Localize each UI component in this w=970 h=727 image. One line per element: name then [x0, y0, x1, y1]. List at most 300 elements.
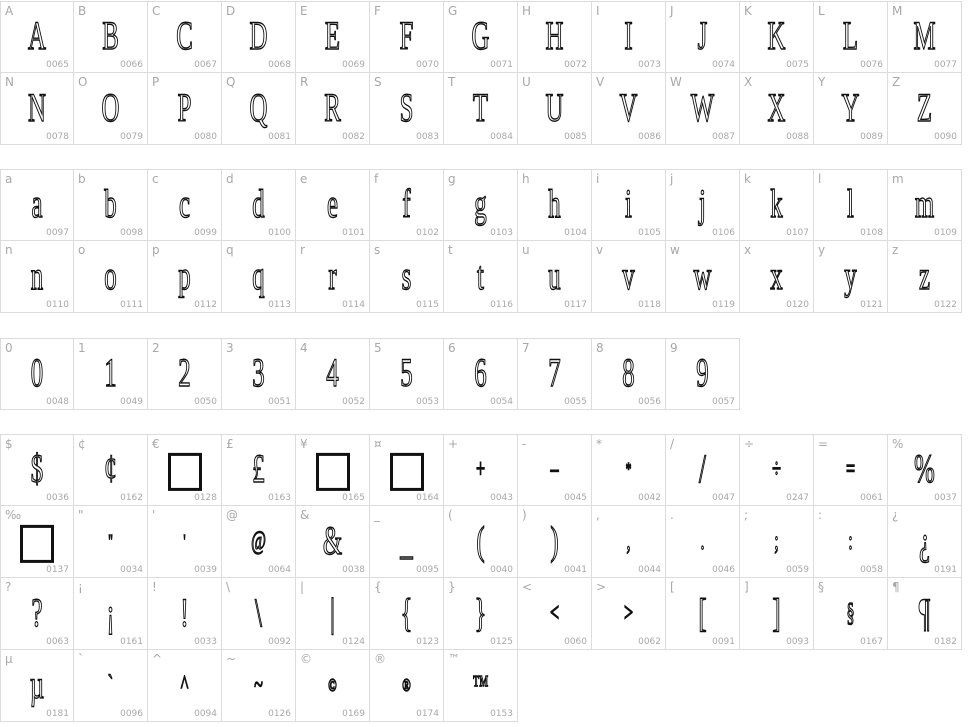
- glyph-cell[interactable]: [296, 241, 370, 313]
- glyph-preview: J: [697, 13, 708, 58]
- glyph-cell[interactable]: [370, 338, 444, 410]
- glyph-label: N: [5, 75, 14, 89]
- glyph-label: Z: [892, 75, 901, 89]
- glyph-label: p: [152, 243, 160, 257]
- glyph-code: 0111: [120, 300, 143, 310]
- glyph-preview: k: [770, 181, 783, 226]
- glyph-preview: l: [847, 181, 854, 226]
- glyph-preview: <: [549, 597, 560, 627]
- glyph-cell[interactable]: [222, 338, 296, 410]
- glyph-code: 0109: [934, 228, 957, 238]
- glyph-cell[interactable]: [148, 650, 222, 722]
- glyph-code: 0162: [120, 493, 143, 503]
- glyph-preview: .: [700, 525, 705, 555]
- glyph-label: 7: [522, 341, 530, 355]
- glyph-label: K: [744, 4, 752, 18]
- glyph-cell[interactable]: [74, 1, 148, 73]
- glyph-code: 0067: [194, 60, 217, 70]
- glyph-cell[interactable]: [444, 73, 518, 145]
- glyph-preview: f: [402, 181, 411, 226]
- glyph-code: 0049: [120, 397, 143, 407]
- glyph-code: 0071: [490, 60, 513, 70]
- glyph-cell[interactable]: [814, 578, 888, 650]
- glyph-cell[interactable]: [592, 338, 666, 410]
- glyph-preview: e: [326, 181, 339, 226]
- glyph-cell[interactable]: [444, 1, 518, 73]
- glyph-label: |: [300, 580, 305, 594]
- glyph-code: 0078: [46, 132, 69, 142]
- glyph-cell[interactable]: [592, 578, 666, 650]
- glyph-cell[interactable]: [592, 73, 666, 145]
- glyph-label: d: [226, 172, 234, 186]
- glyph-preview: ]: [772, 589, 781, 635]
- glyph-cell[interactable]: [444, 578, 518, 650]
- glyph-preview: §: [846, 597, 855, 627]
- glyph-label: ;: [744, 508, 749, 522]
- glyph-cell[interactable]: [814, 1, 888, 73]
- glyph-label: t: [448, 243, 453, 257]
- glyph-code: 0101: [342, 228, 365, 238]
- glyph-cell[interactable]: [296, 73, 370, 145]
- glyph-cell[interactable]: [666, 73, 740, 145]
- glyph-cell[interactable]: [222, 578, 296, 650]
- glyph-cell[interactable]: [666, 169, 740, 241]
- glyph-preview: p: [178, 252, 191, 298]
- glyph-cell[interactable]: [0, 650, 74, 722]
- glyph-cell[interactable]: [370, 506, 444, 578]
- glyph-cell[interactable]: [370, 241, 444, 313]
- uppercase-section: [0, 1, 962, 145]
- glyph-code: 0107: [786, 228, 809, 238]
- glyph-cell[interactable]: [888, 506, 962, 578]
- glyph-cell[interactable]: [518, 241, 592, 313]
- glyph-preview: x: [770, 252, 783, 298]
- glyph-code: 0075: [786, 60, 809, 70]
- glyph-cell[interactable]: [296, 434, 370, 506]
- glyph-code: 0165: [342, 493, 365, 503]
- glyph-cell[interactable]: [888, 73, 962, 145]
- glyph-cell[interactable]: [592, 434, 666, 506]
- glyph-label: ?: [5, 580, 12, 594]
- glyph-cell[interactable]: [148, 506, 222, 578]
- glyph-cell[interactable]: [148, 241, 222, 313]
- glyph-label: ]: [744, 580, 749, 594]
- glyph-preview: !: [180, 589, 189, 635]
- glyph-label: ": [78, 508, 84, 522]
- glyph-preview: q: [252, 252, 265, 298]
- glyph-label: ©: [300, 652, 312, 666]
- glyph-label: .: [670, 508, 674, 522]
- glyph-label: v: [596, 243, 604, 257]
- glyph-code: 0074: [712, 60, 735, 70]
- glyph-preview: F: [399, 13, 414, 58]
- glyph-code: 0089: [860, 132, 883, 142]
- glyph-preview: Z: [916, 84, 933, 130]
- glyph-label: P: [152, 75, 160, 89]
- glyph-cell[interactable]: [296, 578, 370, 650]
- glyph-label: I: [596, 4, 600, 18]
- glyph-row: [0, 506, 962, 578]
- glyph-cell[interactable]: [592, 1, 666, 73]
- glyph-label: [: [670, 580, 675, 594]
- glyph-preview: s: [401, 252, 412, 298]
- glyph-cell[interactable]: [222, 169, 296, 241]
- glyph-cell[interactable]: [740, 241, 814, 313]
- glyph-label: n: [5, 243, 13, 257]
- glyph-code: 0161: [120, 637, 143, 647]
- glyph-cell[interactable]: [296, 169, 370, 241]
- glyph-label: ¡: [78, 580, 83, 594]
- glyph-cell[interactable]: [370, 434, 444, 506]
- glyph-cell[interactable]: [74, 650, 148, 722]
- glyph-code: 0125: [490, 637, 513, 647]
- glyph-cell[interactable]: [666, 506, 740, 578]
- glyph-label: §: [818, 580, 824, 594]
- glyph-label: %: [892, 437, 904, 451]
- glyph-preview: a: [31, 181, 43, 226]
- glyph-cell[interactable]: [814, 241, 888, 313]
- glyph-label: E: [300, 4, 308, 18]
- glyph-label: ): [522, 508, 527, 522]
- glyph-cell[interactable]: [888, 434, 962, 506]
- glyph-code: 0047: [712, 493, 735, 503]
- glyph-cell[interactable]: [518, 73, 592, 145]
- glyph-preview: r: [328, 252, 337, 298]
- glyph-cell[interactable]: [148, 434, 222, 506]
- glyph-label: ': [152, 508, 156, 522]
- glyph-cell[interactable]: [74, 434, 148, 506]
- glyph-code: 0108: [860, 228, 883, 238]
- glyph-label: 6: [448, 341, 456, 355]
- glyph-label: b: [78, 172, 86, 186]
- glyph-cell[interactable]: [370, 73, 444, 145]
- glyph-code: 0059: [786, 565, 809, 575]
- glyph-label: ^: [152, 652, 163, 666]
- glyph-preview: :: [848, 525, 853, 555]
- glyph-label: =: [818, 437, 829, 451]
- glyph-cell[interactable]: [74, 73, 148, 145]
- glyph-code: 0106: [712, 228, 735, 238]
- glyph-code: 0048: [46, 397, 69, 407]
- glyph-cell[interactable]: [518, 578, 592, 650]
- glyph-code: 0076: [860, 60, 883, 70]
- glyph-cell[interactable]: [888, 169, 962, 241]
- glyph-cell[interactable]: [814, 506, 888, 578]
- glyph-code: 0085: [564, 132, 587, 142]
- glyph-label: c: [152, 172, 159, 186]
- glyph-cell[interactable]: [0, 506, 74, 578]
- glyph-preview: ©: [328, 674, 337, 695]
- glyph-cell[interactable]: [888, 578, 962, 650]
- glyph-cell[interactable]: [0, 241, 74, 313]
- glyph-label: `: [78, 652, 84, 666]
- glyph-label: z: [892, 243, 899, 257]
- glyph-code: 0103: [490, 228, 513, 238]
- glyph-preview: ~: [254, 669, 263, 699]
- glyph-label: L: [818, 4, 825, 18]
- glyph-code: 0033: [194, 637, 217, 647]
- glyph-cell[interactable]: [592, 241, 666, 313]
- glyph-code: 0058: [860, 565, 883, 575]
- glyph-label: /: [670, 437, 675, 451]
- glyph-label: !: [152, 580, 157, 594]
- glyph-cell[interactable]: [0, 338, 74, 410]
- glyph-code: 0062: [638, 637, 661, 647]
- glyph-cell[interactable]: [740, 434, 814, 506]
- glyph-label: u: [522, 243, 530, 257]
- glyph-preview: }: [474, 589, 487, 635]
- glyph-cell[interactable]: [370, 169, 444, 241]
- glyph-code: 0124: [342, 637, 365, 647]
- glyph-cell[interactable]: [592, 169, 666, 241]
- glyph-preview: X: [767, 84, 786, 130]
- missing-glyph-box: [316, 453, 350, 491]
- glyph-cell[interactable]: [666, 434, 740, 506]
- glyph-row: [0, 73, 962, 145]
- glyph-cell[interactable]: [444, 338, 518, 410]
- glyph-code: 0096: [120, 709, 143, 719]
- glyph-cell[interactable]: [888, 1, 962, 73]
- glyph-preview: ): [550, 517, 559, 563]
- glyph-cell[interactable]: [666, 241, 740, 313]
- glyph-cell[interactable]: [814, 434, 888, 506]
- glyph-label: y: [818, 243, 826, 257]
- glyph-cell[interactable]: [370, 1, 444, 73]
- digits-section: [0, 338, 740, 410]
- glyph-cell[interactable]: [740, 578, 814, 650]
- glyph-cell[interactable]: [222, 1, 296, 73]
- glyph-cell[interactable]: [296, 338, 370, 410]
- glyph-cell[interactable]: [74, 169, 148, 241]
- glyph-cell[interactable]: [518, 506, 592, 578]
- glyph-cell[interactable]: [74, 241, 148, 313]
- glyph-code: 0169: [342, 709, 365, 719]
- glyph-cell[interactable]: [814, 73, 888, 145]
- glyph-preview: ®: [402, 674, 411, 695]
- glyph-cell[interactable]: [296, 1, 370, 73]
- glyph-label: h: [522, 172, 530, 186]
- glyph-code: 0128: [194, 493, 217, 503]
- glyph-label: w: [670, 243, 680, 257]
- glyph-preview: H: [545, 13, 564, 58]
- glyph-cell[interactable]: [444, 506, 518, 578]
- glyph-label: e: [300, 172, 308, 186]
- glyph-cell[interactable]: [518, 169, 592, 241]
- glyph-cell[interactable]: [444, 241, 518, 313]
- glyph-cell[interactable]: [0, 169, 74, 241]
- glyph-preview: N: [28, 84, 46, 130]
- glyph-code: 0097: [46, 228, 69, 238]
- glyph-cell[interactable]: [444, 169, 518, 241]
- glyph-cell[interactable]: [518, 1, 592, 73]
- glyph-code: 0163: [268, 493, 291, 503]
- glyph-label: 8: [596, 341, 604, 355]
- glyph-code: 0057: [712, 397, 735, 407]
- glyph-code: 0050: [194, 397, 217, 407]
- glyph-code: 0087: [712, 132, 735, 142]
- glyph-preview: _: [400, 517, 413, 563]
- glyph-cell[interactable]: [518, 338, 592, 410]
- glyph-cell[interactable]: [370, 578, 444, 650]
- glyph-cell[interactable]: [0, 578, 74, 650]
- glyph-preview: 2: [178, 350, 191, 395]
- symbols-section: [0, 434, 962, 722]
- glyph-preview: 7: [548, 350, 561, 395]
- glyph-preview: 0: [30, 350, 44, 395]
- glyph-cell[interactable]: [296, 650, 370, 722]
- glyph-code: 0102: [416, 228, 439, 238]
- glyph-preview: %: [914, 446, 935, 491]
- glyph-preview: V: [619, 84, 638, 130]
- glyph-code: 0123: [416, 637, 439, 647]
- glyph-label: <: [522, 580, 533, 594]
- glyph-code: 0084: [490, 132, 513, 142]
- glyph-label: 5: [374, 341, 382, 355]
- glyph-row: [0, 338, 740, 410]
- glyph-cell[interactable]: [148, 73, 222, 145]
- glyph-label: ¶: [892, 580, 900, 594]
- glyph-code: 0046: [712, 565, 735, 575]
- glyph-preview: |: [330, 589, 335, 635]
- glyph-cell[interactable]: [148, 1, 222, 73]
- glyph-cell[interactable]: [296, 506, 370, 578]
- glyph-code: 0247: [786, 493, 809, 503]
- glyph-cell[interactable]: [592, 506, 666, 578]
- glyph-code: 0034: [120, 565, 143, 575]
- glyph-preview: µ: [29, 661, 45, 707]
- glyph-code: 0061: [860, 493, 883, 503]
- glyph-cell[interactable]: [666, 578, 740, 650]
- glyph-cell[interactable]: [740, 169, 814, 241]
- glyph-cell[interactable]: [222, 241, 296, 313]
- glyph-preview: z: [918, 252, 931, 298]
- glyph-label: ¤: [374, 437, 382, 451]
- glyph-code: 0116: [490, 300, 513, 310]
- glyph-preview: v: [622, 252, 635, 298]
- glyph-cell[interactable]: [74, 506, 148, 578]
- glyph-label: +: [448, 437, 459, 451]
- glyph-cell[interactable]: [888, 241, 962, 313]
- glyph-code: 0100: [268, 228, 291, 238]
- glyph-cell[interactable]: [444, 434, 518, 506]
- glyph-cell[interactable]: [740, 506, 814, 578]
- glyph-cell[interactable]: [148, 578, 222, 650]
- glyph-label: £: [226, 437, 234, 451]
- glyph-preview: 6: [474, 350, 487, 395]
- glyph-cell[interactable]: [148, 338, 222, 410]
- missing-glyph-box: [168, 453, 202, 491]
- glyph-code: 0066: [120, 60, 143, 70]
- glyph-cell[interactable]: [74, 578, 148, 650]
- glyph-code: 0121: [860, 300, 883, 310]
- glyph-code: 0113: [268, 300, 291, 310]
- glyph-cell[interactable]: [740, 1, 814, 73]
- glyph-preview: {: [400, 589, 413, 635]
- glyph-code: 0040: [490, 565, 513, 575]
- glyph-preview: $: [30, 446, 44, 491]
- glyph-code: 0099: [194, 228, 217, 238]
- glyph-cell[interactable]: [222, 650, 296, 722]
- glyph-label: 0: [5, 341, 13, 355]
- glyph-row: [0, 434, 962, 506]
- glyph-code: 0051: [268, 397, 291, 407]
- glyph-label: ¥: [300, 437, 308, 451]
- glyph-preview: ?: [31, 589, 43, 635]
- glyph-cell[interactable]: [740, 73, 814, 145]
- glyph-cell[interactable]: [74, 338, 148, 410]
- glyph-label: X: [744, 75, 753, 89]
- glyph-cell[interactable]: [518, 434, 592, 506]
- glyph-label: l: [818, 172, 822, 186]
- glyph-preview: ¿: [918, 517, 931, 563]
- glyph-preview: +: [475, 454, 486, 483]
- glyph-preview: K: [767, 13, 786, 58]
- glyph-cell[interactable]: [666, 1, 740, 73]
- glyph-cell[interactable]: [0, 434, 74, 506]
- glyph-preview: *: [625, 459, 632, 479]
- glyph-label: ‰: [5, 508, 22, 522]
- glyph-label: B: [78, 4, 87, 18]
- glyph-preview: &: [322, 517, 343, 563]
- glyph-cell[interactable]: [148, 169, 222, 241]
- glyph-label: S: [374, 75, 382, 89]
- glyph-preview: ¶: [918, 589, 931, 635]
- glyph-row: [0, 169, 962, 241]
- glyph-cell[interactable]: [0, 1, 74, 73]
- glyph-code: 0105: [638, 228, 661, 238]
- glyph-label: ®: [374, 652, 386, 666]
- glyph-label: ÷: [744, 437, 755, 451]
- glyph-label: $: [5, 437, 13, 451]
- glyph-cell[interactable]: [444, 650, 518, 722]
- glyph-label: a: [5, 172, 13, 186]
- glyph-preview: 8: [622, 350, 635, 395]
- glyph-preview: Y: [841, 84, 860, 130]
- glyph-code: 0086: [638, 132, 661, 142]
- glyph-cell[interactable]: [0, 73, 74, 145]
- glyph-cell[interactable]: [222, 506, 296, 578]
- glyph-preview: R: [324, 84, 341, 130]
- glyph-preview: w: [693, 252, 712, 298]
- glyph-cell[interactable]: [222, 434, 296, 506]
- glyph-preview: D: [249, 13, 268, 58]
- glyph-code: 0065: [46, 60, 69, 70]
- glyph-code: 0090: [934, 132, 957, 142]
- glyph-cell[interactable]: [222, 73, 296, 145]
- glyph-cell[interactable]: [666, 338, 740, 410]
- glyph-preview: M: [913, 13, 936, 58]
- glyph-cell[interactable]: [814, 169, 888, 241]
- glyph-cell[interactable]: [370, 650, 444, 722]
- missing-glyph-box: [20, 524, 54, 562]
- glyph-label: µ: [5, 652, 13, 666]
- glyph-preview: –: [550, 454, 559, 483]
- glyph-preview: E: [324, 13, 341, 58]
- glyph-code: 0052: [342, 397, 365, 407]
- glyph-code: 0053: [416, 397, 439, 407]
- glyph-label: g: [448, 172, 456, 186]
- glyph-label: @: [226, 508, 238, 522]
- glyph-label: D: [226, 4, 236, 18]
- glyph-code: 0181: [46, 709, 69, 719]
- lowercase-section: [0, 169, 962, 313]
- glyph-label: ,: [596, 508, 600, 522]
- glyph-code: 0054: [490, 397, 513, 407]
- glyph-label: {: [374, 580, 382, 594]
- glyph-code: 0083: [416, 132, 439, 142]
- glyph-preview: ¢: [104, 446, 117, 491]
- glyph-label: ¿: [892, 508, 899, 522]
